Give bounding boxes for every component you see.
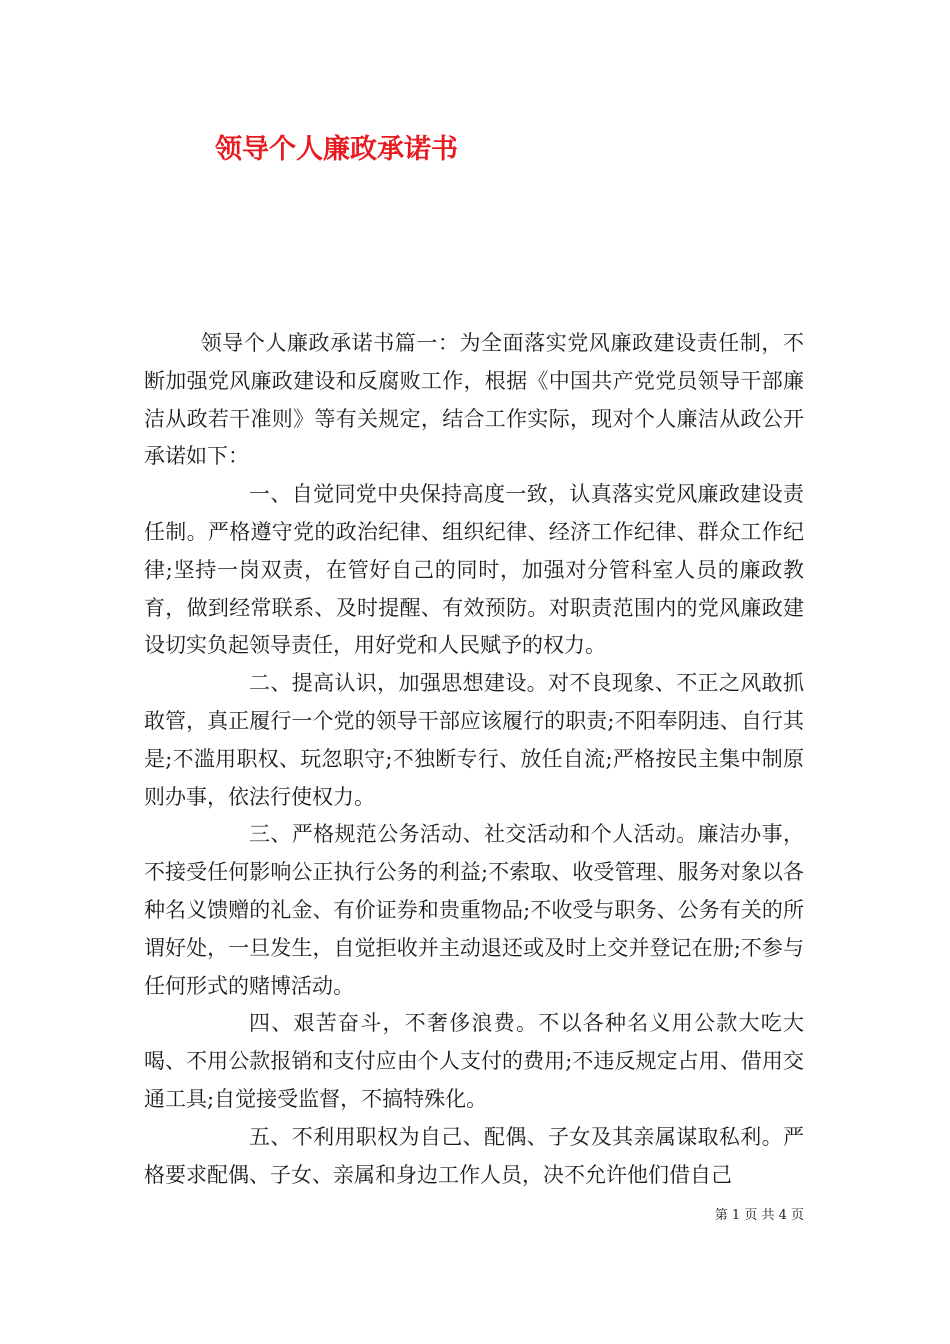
- document-body: [144, 325, 804, 1194]
- document-title: 领导个人廉政承诺书: [215, 134, 458, 165]
- paragraph-item-1: 一、自觉同党中央保持高度一致，认真落实党风廉政建设责任制。严格遵守党的政治纪律、组织纪律、经济工作纪律、群众工作纪律;坚持一岗双责，在管好自己的同时，加强对分管科室人员的廉政教育，做到经常联系、及时提醒、有效预防。对职责范围内的党风廉政建设切实负起领导责任，用好党和人民赋予的权力。: [144, 482, 804, 658]
- paragraph-item-3: 三、严格规范公务活动、社交活动和个人活动。廉洁办事，不接受任何影响公正执行公务的利益;不索取、收受管理、服务对象以各种名义馈赠的礼金、有价证券和贵重物品;不收受与职务、公务有关的所谓好处，一旦发生，自觉拒收并主动退还或及时上交并登记在册;不参与任何形式的赌博活动。: [144, 822, 804, 998]
- paragraph-intro: 领导个人廉政承诺书篇一：为全面落实党风廉政建设责任制，不断加强党风廉政建设和反腐败工作，根据《中国共产党党员领导干部廉洁从政若干准则》等有关规定，结合工作实际，现对个人廉洁从政公开承诺如下：: [144, 331, 804, 469]
- paragraph-item-5: 五、不利用职权为自己、配偶、子女及其亲属谋取私利。严格要求配偶、子女、亲属和身边工作人员，决不允许他们借自己: [144, 1124, 804, 1187]
- paragraph-item-4: 四、艰苦奋斗，不奢侈浪费。不以各种名义用公款大吃大喝、不用公款报销和支付应由个人支付的费用;不违反规定占用、借用交通工具;自觉接受监督，不搞特殊化。: [144, 1011, 804, 1111]
- paragraph-item-2: 二、提高认识，加强思想建设。对不良现象、不正之风敢抓敢管，真正履行一个党的领导干部应该履行的职责;不阳奉阴违、自行其是;不滥用职权、玩忽职守;不独断专行、放任自流;严格按民主集中制原则办事，依法行使权力。: [144, 671, 804, 809]
- page-number: 第 1 页 共 4 页: [714, 1208, 804, 1223]
